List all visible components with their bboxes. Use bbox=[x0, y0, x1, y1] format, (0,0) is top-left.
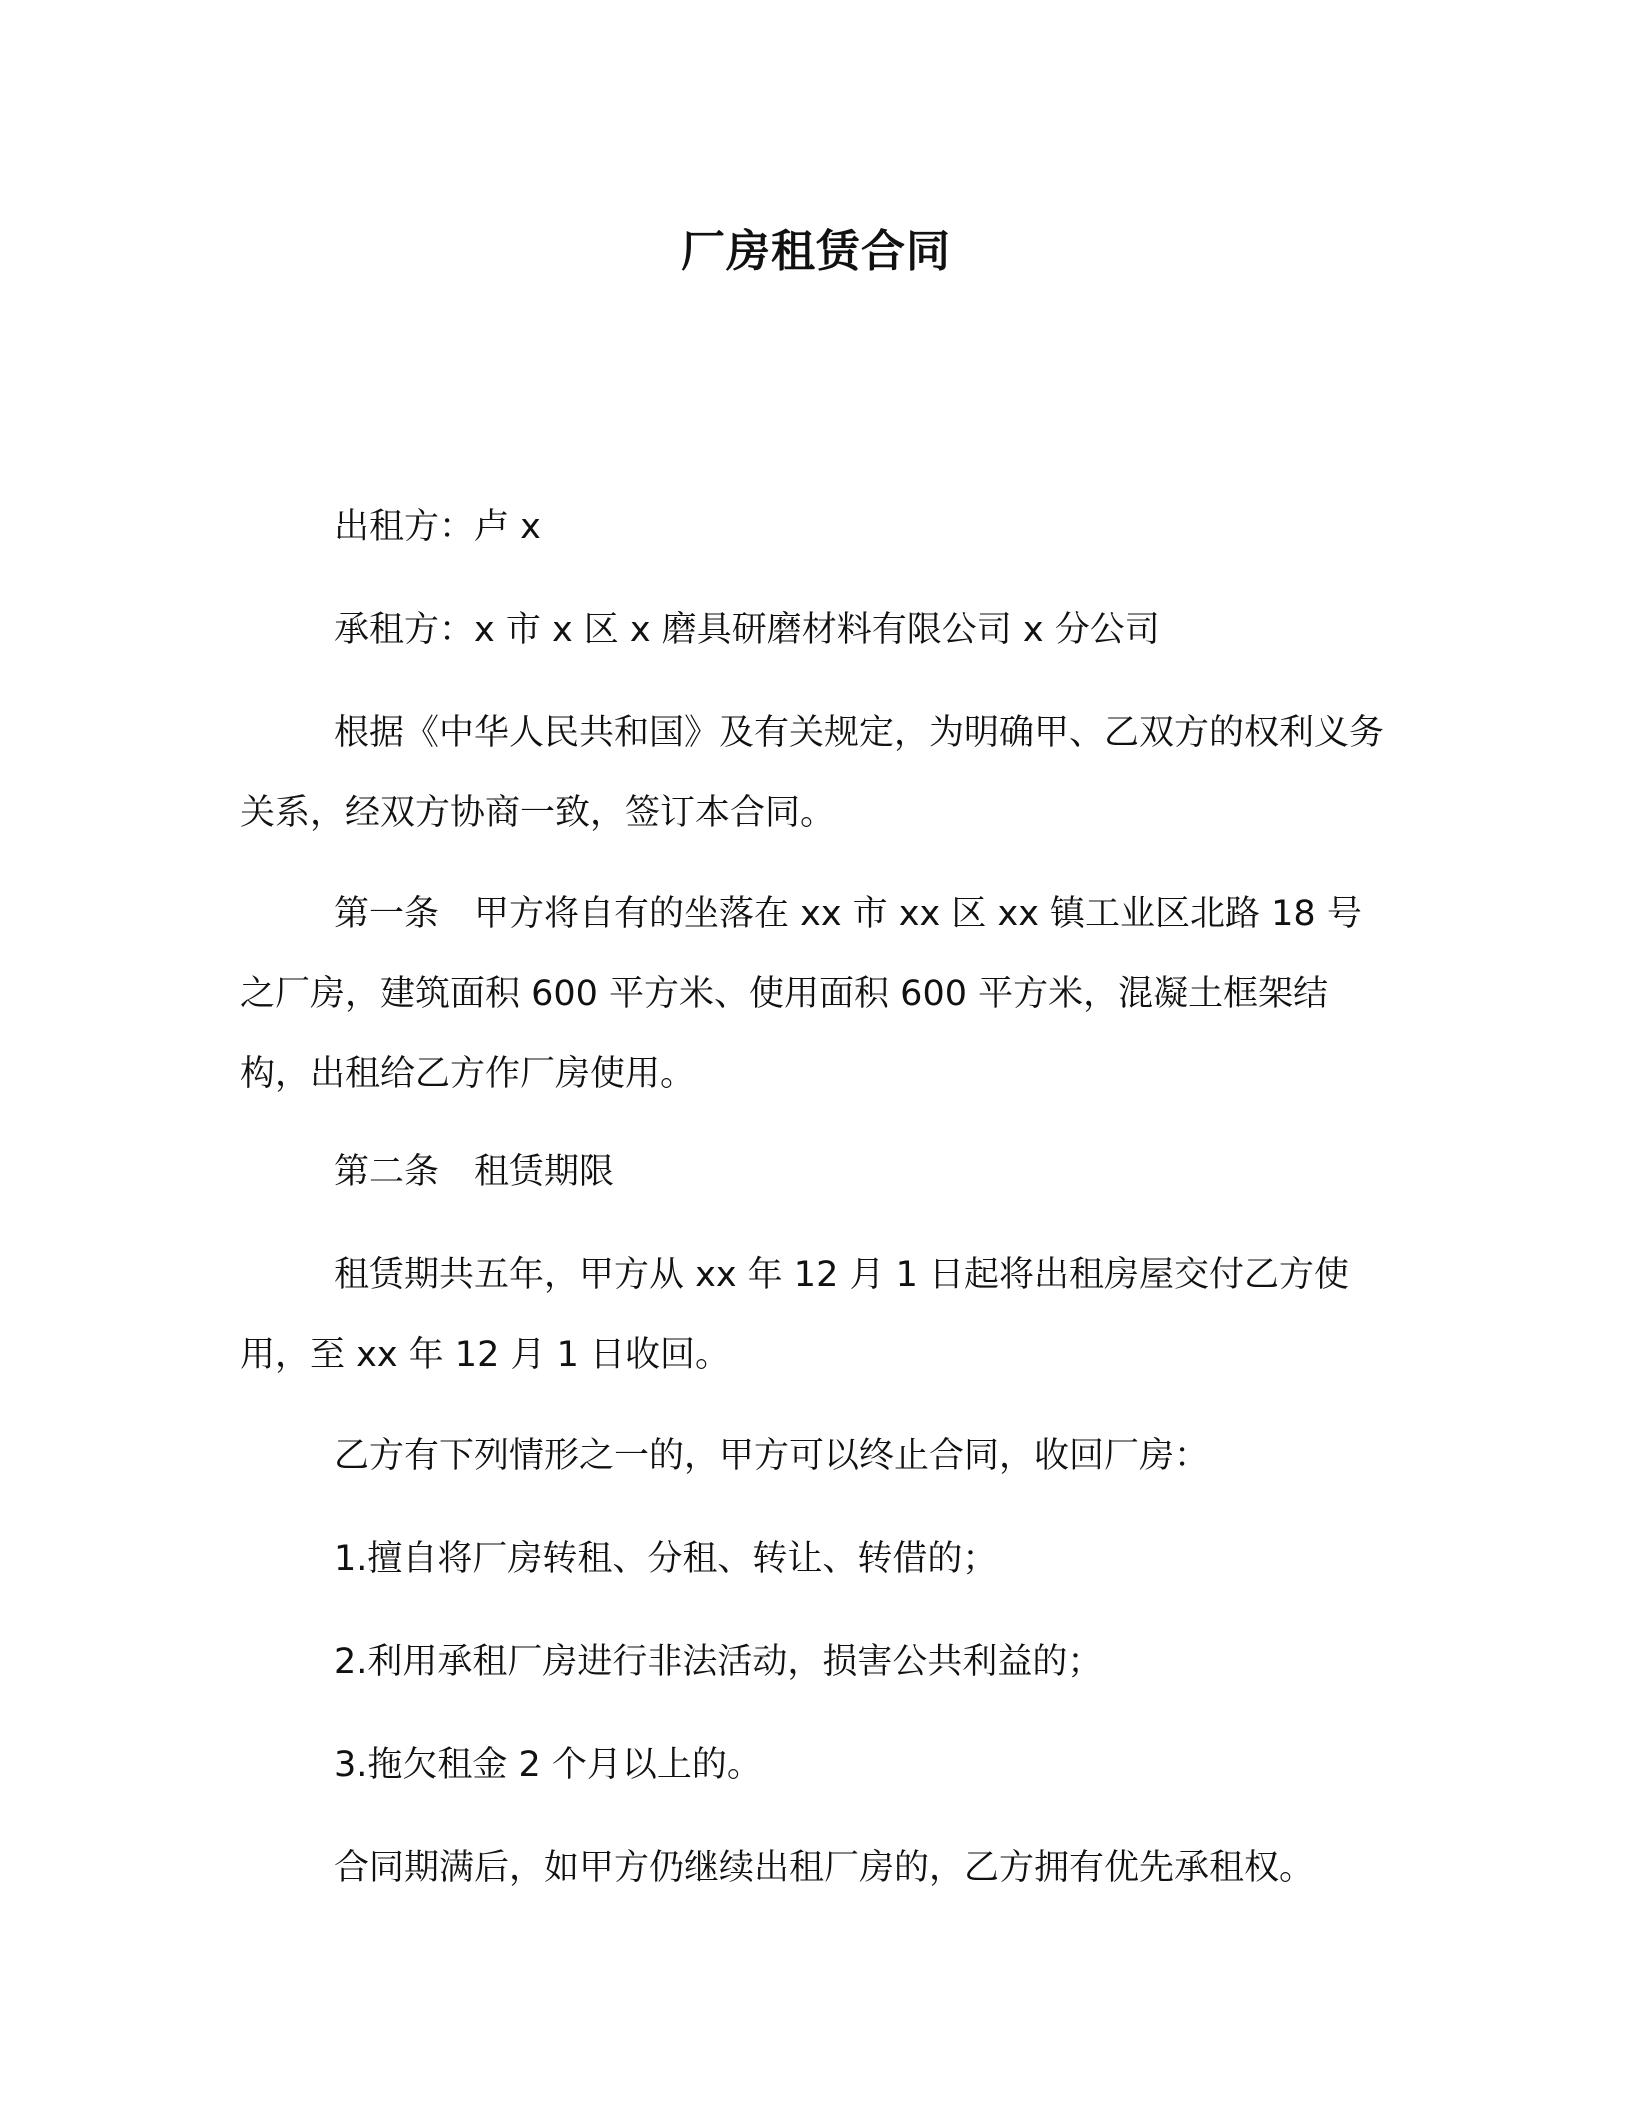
paragraph-article-2-heading: 第二条 租赁期限 bbox=[334, 1152, 615, 1192]
paragraph-article-1: 第一条 甲方将自有的坐落在 xx 市 xx 区 xx 镇工业区北路 18 号之厂房，建筑面积 600 平方米、使用面积 600 平方米，混凝土框架结构，出租给乙方作厂房使用。 bbox=[240, 894, 1362, 1094]
paragraph-condition-2: 2.利用承租厂房进行非法活动，损害公共利益的； bbox=[334, 1642, 1103, 1682]
paragraph-lease-term: 租赁期共五年，甲方从 xx 年 12 月 1 日起将出租房屋交付乙方使用，至 xx 年 12 月 1 日收回。 bbox=[240, 1255, 1349, 1375]
paragraph-condition-1: 1.擅自将厂房转租、分租、转让、转借的； bbox=[334, 1539, 998, 1579]
paragraph-condition-3: 3.拖欠租金 2 个月以上的。 bbox=[334, 1745, 762, 1785]
paragraph-lessee: 承租方：x 市 x 区 x 磨具研磨材料有限公司 x 分公司 bbox=[334, 610, 1160, 650]
paragraph-preamble: 根据《中华人民共和国》及有关规定，为明确甲、乙双方的权利义务关系，经双方协商一致，签订本合同。 bbox=[240, 713, 1385, 833]
paragraph-termination-intro: 乙方有下列情形之一的，甲方可以终止合同，收回厂房： bbox=[334, 1436, 1210, 1476]
paragraph-lessor: 出租方：卢 x bbox=[334, 507, 541, 547]
paragraph-priority-renewal: 合同期满后，如甲方仍继续出租厂房的，乙方拥有优先承租权。 bbox=[334, 1848, 1315, 1888]
document-title: 厂房租赁合同 bbox=[681, 226, 951, 277]
